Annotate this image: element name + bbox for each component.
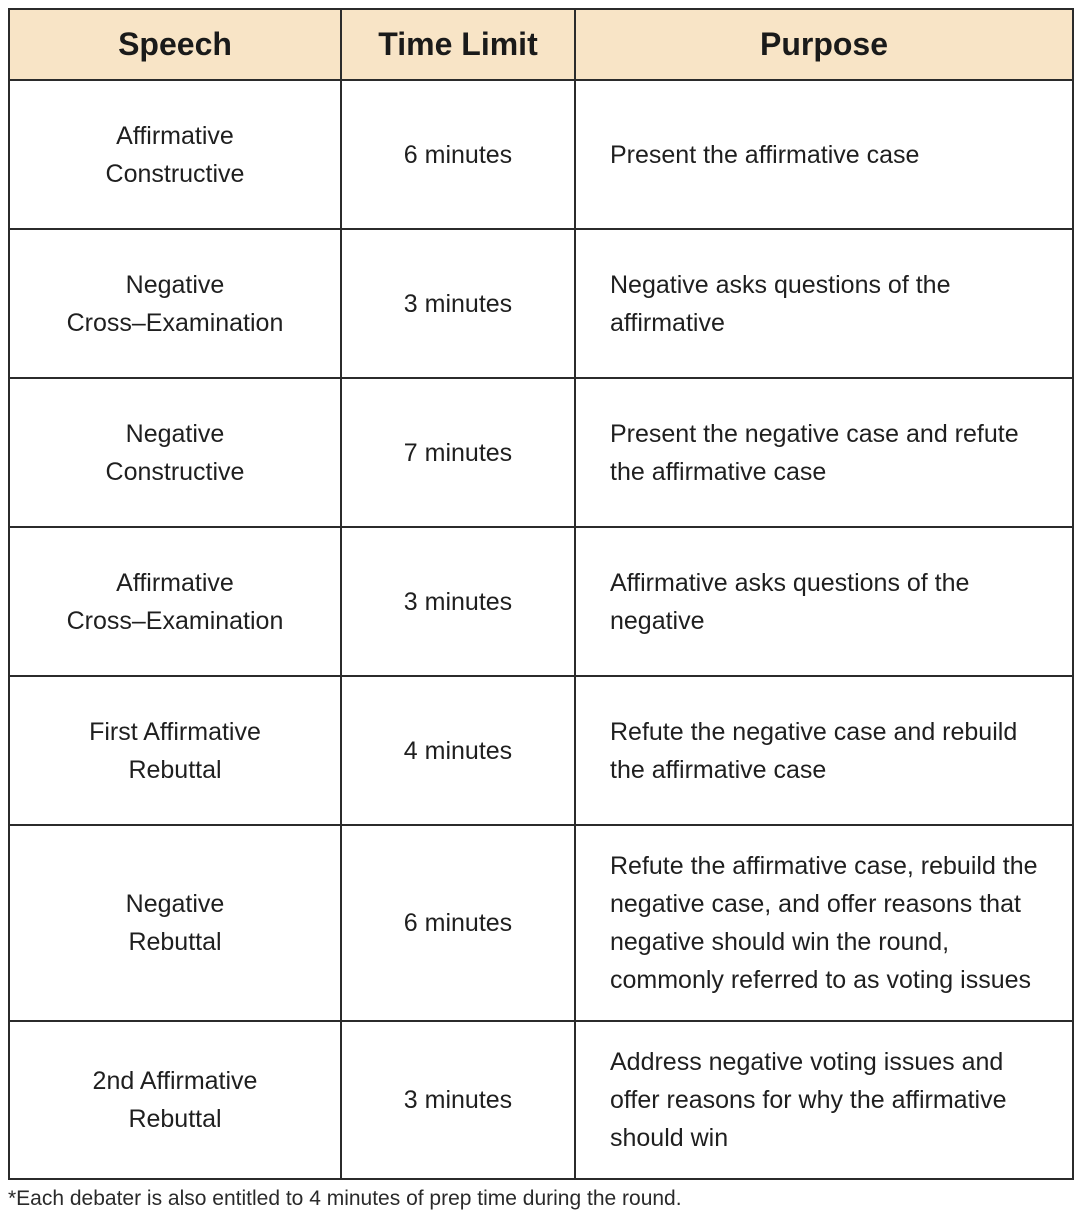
- table-body: [9, 80, 1073, 1179]
- table-row: [9, 80, 1073, 229]
- speech-text: Negative Constructive: [105, 419, 245, 486]
- purpose-text: Refute the negative case and rebuild the affirmative case: [610, 717, 1018, 784]
- time-limit-cell: [341, 80, 575, 229]
- debate-format-table: [8, 8, 1074, 1180]
- purpose-text: Present the affirmative case: [610, 140, 920, 169]
- speech-cell: [9, 527, 341, 676]
- table-row: [9, 378, 1073, 527]
- time-limit-text: 6 minutes: [403, 909, 513, 937]
- debate-format-table-container: [8, 8, 1072, 1180]
- time-limit-text: 3 minutes: [403, 289, 513, 318]
- purpose-cell: [575, 527, 1073, 676]
- speech-text: Negative Cross–Examination: [66, 270, 284, 337]
- time-limit-text: 3 minutes: [403, 1086, 513, 1114]
- speech-cell: [9, 229, 341, 378]
- header-row: [9, 9, 1073, 80]
- speech-cell: [9, 825, 341, 1021]
- time-limit-text: 7 minutes: [403, 438, 513, 467]
- table-row: [9, 229, 1073, 378]
- speech-cell: [9, 80, 341, 229]
- purpose-cell: [575, 676, 1073, 825]
- speech-text: Affirmative Constructive: [105, 121, 245, 188]
- purpose-cell: [575, 80, 1073, 229]
- purpose-cell: [575, 1021, 1073, 1179]
- speech-cell: [9, 676, 341, 825]
- time-limit-cell: [341, 229, 575, 378]
- time-limit-text: 4 minutes: [403, 736, 513, 765]
- table-row: [9, 527, 1073, 676]
- speech-text: Negative Rebuttal: [125, 890, 225, 956]
- speech-text: 2nd Affirmative Rebuttal: [92, 1067, 258, 1133]
- time-limit-cell: [341, 825, 575, 1021]
- header-speech: Speech: [9, 9, 341, 80]
- purpose-text: Refute the affirmative case, rebuild the negative case, and offer reasons that negative should win the round, commonly referred to as voting issues: [610, 852, 1038, 994]
- time-limit-text: 6 minutes: [403, 140, 513, 169]
- table-header: [9, 9, 1073, 80]
- time-limit-text: 3 minutes: [403, 587, 513, 616]
- header-purpose: Purpose: [575, 9, 1073, 80]
- table-row: [9, 825, 1073, 1021]
- purpose-cell: [575, 378, 1073, 527]
- purpose-text: Present the negative case and refute the affirmative case: [610, 419, 1019, 486]
- footnote: *Each debater is also entitled to 4 minutes of prep time during the round.: [8, 1187, 682, 1210]
- speech-cell: [9, 1021, 341, 1179]
- table-row: [9, 676, 1073, 825]
- speech-text: Affirmative Cross–Examination: [66, 568, 284, 635]
- time-limit-cell: [341, 378, 575, 527]
- time-limit-cell: [341, 527, 575, 676]
- purpose-cell: [575, 229, 1073, 378]
- time-limit-cell: [341, 676, 575, 825]
- purpose-text: Negative asks questions of the affirmative: [610, 270, 951, 337]
- table-row: [9, 1021, 1073, 1179]
- purpose-text: Address negative voting issues and offer reasons for why the affirmative should win: [610, 1048, 1007, 1152]
- speech-cell: [9, 378, 341, 527]
- purpose-text: Affirmative asks questions of the negative: [610, 568, 970, 635]
- speech-text: First Affirmative Rebuttal: [89, 717, 261, 784]
- purpose-cell: [575, 825, 1073, 1021]
- header-time-limit: Time Limit: [341, 9, 575, 80]
- time-limit-cell: [341, 1021, 575, 1179]
